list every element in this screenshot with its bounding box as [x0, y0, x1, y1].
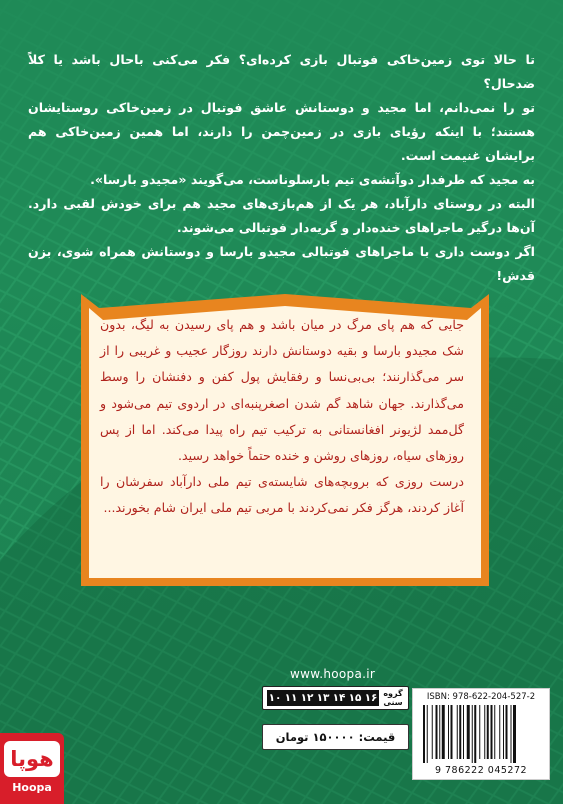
age-group-numbers: [267, 690, 379, 706]
intro-majid-line: به مجید که طرفدار دوآتشه‌ی تیم بارسلوناست، می‌گویند «مجیدو بارسا».: [90, 172, 535, 187]
back-cover-intro: [28, 48, 535, 288]
barcode-bar: [423, 705, 425, 763]
barcode-bar: [479, 705, 480, 759]
barcode-bar: [427, 705, 428, 763]
barcode-bar: [499, 705, 500, 759]
banner-paragraph-2: درست روزی که بروبچه‌های شایسته‌ی تیم ملی دارآباد سفرشان را آغاز کردند، هرگز فکر نمی‌کردند با مربی تیم ملی ایران شام بخورند...: [100, 474, 464, 516]
barcode-bar: [457, 705, 458, 759]
barcode-bar: [487, 705, 489, 759]
age-number: ۱۴: [332, 692, 346, 704]
barcode-bar: [448, 705, 449, 759]
banner-paragraph-1: جایی که هم پای مرگ در میان باشد و هم پای رسیدن به لیگ، بدون شک مجیدو بارسا و بقیه دوستانش دارند روزگار عجیب و غریبی را از سر می‌گذارنند؛ بی‌بی‌نسا و رفقایش پول کفن و دفنشان را وسط می‌گذارند. جهان شاهد گم شدن اصغرپنبه‌ای در اردوی تیم می‌شود و گل‌ممد لژیونر افغانستانی به ترکیب تیم راه پیدا می‌کند. اما از پس روزهای سیاه، روزهای روشن و خنده حتماً خواهد رسید.: [100, 317, 464, 464]
barcode-bar: [459, 705, 461, 759]
age-number: ۱۱: [284, 692, 298, 704]
barcode-bar: [463, 705, 464, 759]
intro-paragraph-2: تو را نمی‌دانم، اما مجید و دوستانش عاشق فوتبال در زمین‌خاکی روستایشان هستند؛ با اینکه رؤیای بازی در زمین‌چمن را دارند، اما همین زمین‌خاکی هم برایشان غنیمت است.: [28, 100, 535, 163]
age-number: ۱۵: [348, 692, 362, 704]
barcode-block: [412, 688, 550, 780]
barcode-bar: [474, 705, 476, 763]
barcode-bar: [467, 705, 470, 759]
isbn-text: ISBN: 978-622-204-527-2: [426, 692, 536, 702]
ean-number: 9 786222 045272: [434, 765, 528, 776]
barcode-icon: [421, 705, 541, 763]
barcode-bar: [472, 705, 473, 763]
banner-summary-text: [100, 312, 464, 522]
barcode-bar: [513, 705, 516, 763]
age-group-label: گروه سنی: [383, 689, 403, 707]
barcode-bar: [506, 705, 508, 759]
barcode-bar: [432, 705, 433, 759]
price-label: قیمت: ۱۵۰۰۰۰ تومان: [262, 724, 409, 750]
barcode-bar: [451, 705, 453, 759]
barcode-bar: [436, 705, 438, 759]
hoopa-logo: [0, 733, 64, 804]
intro-paragraph-3: البته در روستای دارآباد، هر یک از هم‌بازی‌های مجید هم برای خودش لقبی دارد. آن‌ها درگیر ماجراهای خنده‌دار و گریه‌دار فوتبالی می‌شوند.: [28, 196, 535, 235]
age-number: ۱۳: [316, 692, 330, 704]
barcode-bar: [503, 705, 504, 759]
intro-paragraph-4: اگر دوست داری با ماجراهای فوتبالی مجیدو بارسا و دوستانش همراه شوی، بزن قدش!: [28, 244, 535, 283]
age-group-box: [262, 686, 409, 710]
barcode-bar: [511, 705, 512, 763]
barcode-bar: [494, 705, 495, 759]
hoopa-logo-mark: هوپا: [4, 741, 60, 777]
age-number: ۱۲: [300, 692, 314, 704]
publisher-website[interactable]: www.hoopa.ir: [290, 667, 376, 681]
hoopa-logo-name: Hoopa: [12, 781, 52, 794]
age-number: ۱۶: [364, 692, 378, 704]
barcode-bar: [484, 705, 485, 759]
intro-paragraph-1: تا حالا توی زمین‌خاکی فوتبال بازی کرده‌ای؟ فکر می‌کنی باحال باشد یا کلاً ضدحال؟: [28, 52, 535, 91]
barcode-bar: [442, 705, 445, 759]
barcode-bar: [439, 705, 440, 759]
barcode-bar: [491, 705, 493, 759]
age-number: ۱۰: [268, 692, 282, 704]
